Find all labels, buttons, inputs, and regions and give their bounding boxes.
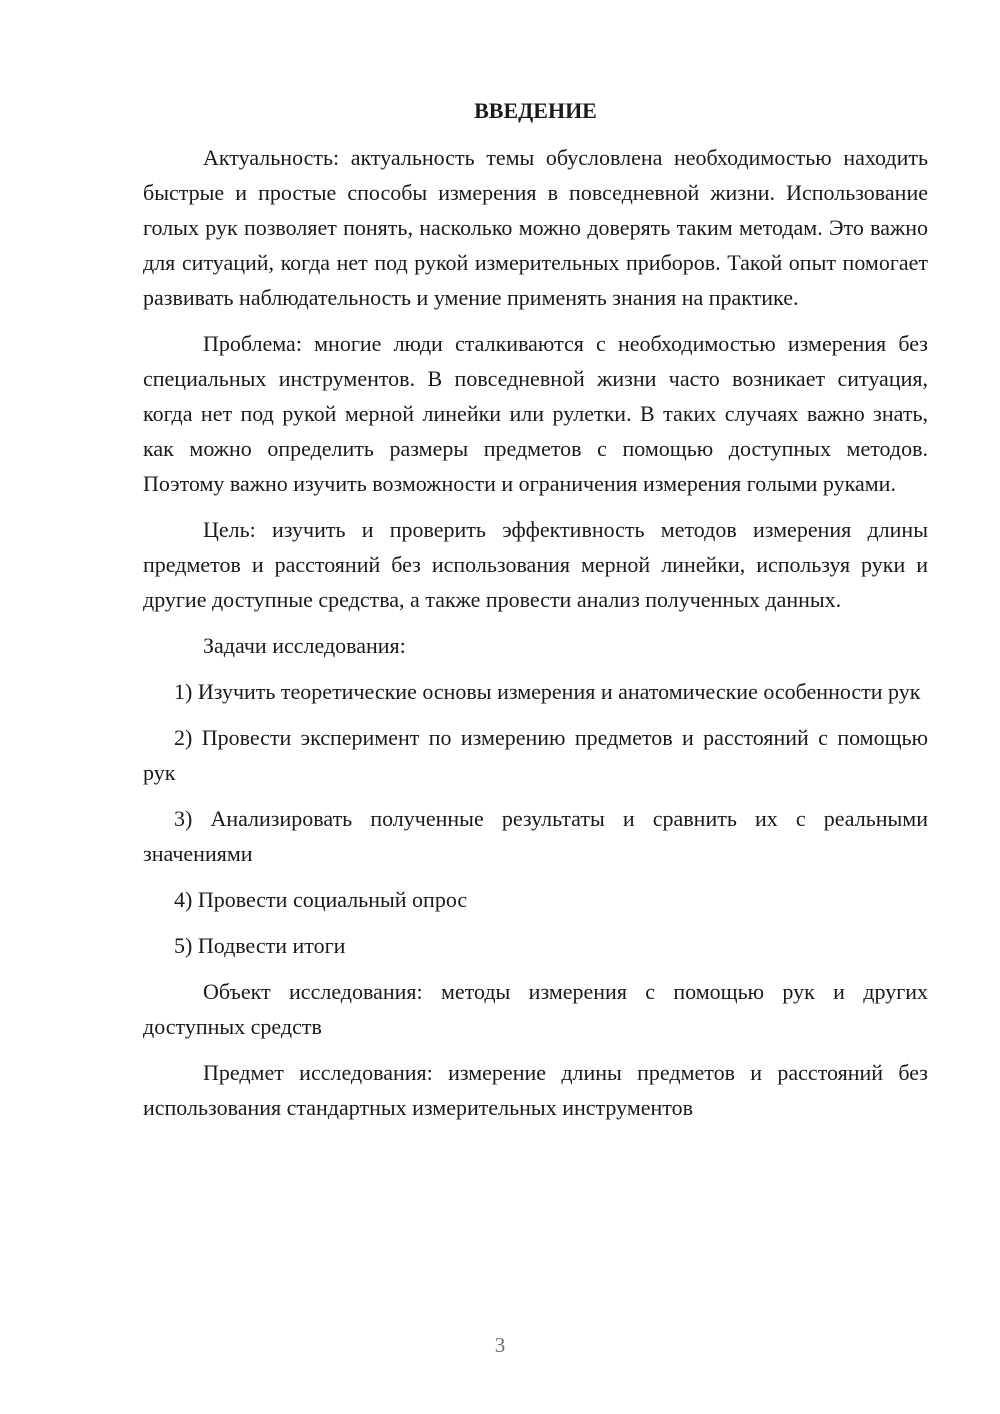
page-number: 3: [494, 1333, 506, 1357]
section-title: ВВЕДЕНИЕ: [474, 98, 597, 123]
paragraph-relevance: Актуальность: актуальность темы обусловлена необходимостью находить быстрые и простые способы измерения в повседневной жизни. Использование голых рук позволяет понять, насколько можно доверять таким методам. Это важно для ситуаций, когда нет под рукой измерительных приборов. Такой опыт помогает развивать наблюдательность и умение применять знания на практике.: [143, 145, 928, 310]
task-item-4: 4) Провести социальный опрос: [174, 887, 468, 912]
task-item-1: 1) Изучить теоретические основы измерения и анатомические особенности рук: [174, 679, 921, 704]
task-item-3: 3) Анализировать полученные результаты и сравнить их с реальными значениями: [143, 806, 928, 866]
paragraph-problem: Проблема: многие люди сталкиваются с необходимостью измерения без специальных инструментов. В повседневной жизни часто возникает ситуация, когда нет под рукой мерной линейки или рулетки. В таких случаях важно знать, как можно определить размеры предметов с помощью доступных методов. Поэтому важно изучить возможности и ограничения измерения голыми руками.: [143, 331, 928, 496]
tasks-heading: Задачи исследования:: [203, 633, 406, 658]
task-item-5: 5) Подвести итоги: [174, 933, 346, 958]
task-item-2: 2) Провести эксперимент по измерению предметов и расстояний с помощью рук: [143, 725, 928, 785]
paragraph-goal: Цель: изучить и проверить эффективность методов измерения длины предметов и расстояний без использования мерной линейки, используя руки и другие доступные средства, а также провести анализ полученных данных.: [143, 517, 928, 612]
paragraph-object: Объект исследования: методы измерения с помощью рук и других доступных средств: [143, 979, 928, 1039]
page-content: [143, 93, 928, 1136]
paragraph-subject: Предмет исследования: измерение длины предметов и расстояний без использования стандартных измерительных инструментов: [143, 1060, 928, 1120]
tasks-list: [143, 674, 928, 963]
